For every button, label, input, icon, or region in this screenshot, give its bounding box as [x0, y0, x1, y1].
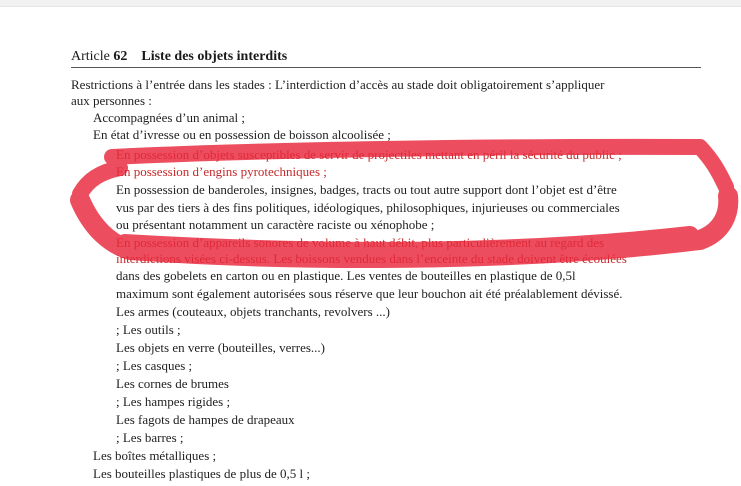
- text-line: En possession d’appareils sonores de volume à haut débit, plus particulièrement au regard des: [116, 235, 605, 250]
- text-line: Les objets en verre (bouteilles, verres...): [116, 340, 326, 355]
- text-line: Les boîtes métalliques ;: [93, 448, 217, 463]
- text-line: Les armes (couteaux, objets tranchants, revolvers ...): [116, 304, 390, 319]
- text-line: Accompagnées d’un animal ;: [93, 110, 245, 125]
- article-heading: [71, 48, 287, 66]
- text-line: maximum sont également autorisées sous réserve que leur bouchon ait été préalablement dévissé.: [116, 286, 623, 301]
- text-line: interdictions visées ci-dessus. Les boissons vendues dans l’enceinte du stade doivent être écoulées: [116, 251, 627, 266]
- text-line: ; Les outils ;: [116, 322, 181, 337]
- article-number: 62: [113, 49, 128, 64]
- text-line: vus par des tiers à des fins politiques, idéologiques, philosophiques, injurieuses ou commerciales: [116, 200, 620, 215]
- marker-stroke-upper-left: [80, 168, 120, 194]
- text-line: En état d’ivresse ou en possession de boisson alcoolisée ;: [93, 127, 391, 142]
- text-line: Les cornes de brumes: [116, 376, 229, 391]
- text-line: Les bouteilles plastiques de plus de 0,5 l ;: [93, 466, 310, 481]
- heading-divider: [71, 67, 701, 68]
- article-label: Article: [71, 49, 110, 64]
- text-line: ; Les casques ;: [116, 358, 193, 373]
- text-line: ou présentant notamment un caractère raciste ou xénophobe ;: [116, 217, 435, 232]
- article-title: Liste des objets interdits: [141, 49, 288, 64]
- text-line: aux personnes :: [71, 93, 152, 108]
- text-line: En possession d’objets susceptibles de servir de projectiles mettant en péril la sécurité du public ;: [116, 147, 622, 162]
- text-line: En possession de banderoles, insignes, badges, tracts ou tout autre support dont l’objet est d’être: [116, 182, 617, 197]
- text-line: Les fagots de hampes de drapeaux: [116, 412, 295, 427]
- text-line: dans des gobelets en carton ou en plastique. Les ventes de bouteilles en plastique de 0,5l: [116, 268, 576, 283]
- text-line: En possession d’engins pyrotechniques ;: [116, 164, 327, 179]
- text-line: ; Les hampes rigides ;: [116, 394, 231, 409]
- text-line: Restrictions à l’entrée dans les stades : L’interdiction d’accès au stade doit obligatoirement s’appliquer: [71, 77, 605, 92]
- text-line: ; Les barres ;: [116, 430, 184, 445]
